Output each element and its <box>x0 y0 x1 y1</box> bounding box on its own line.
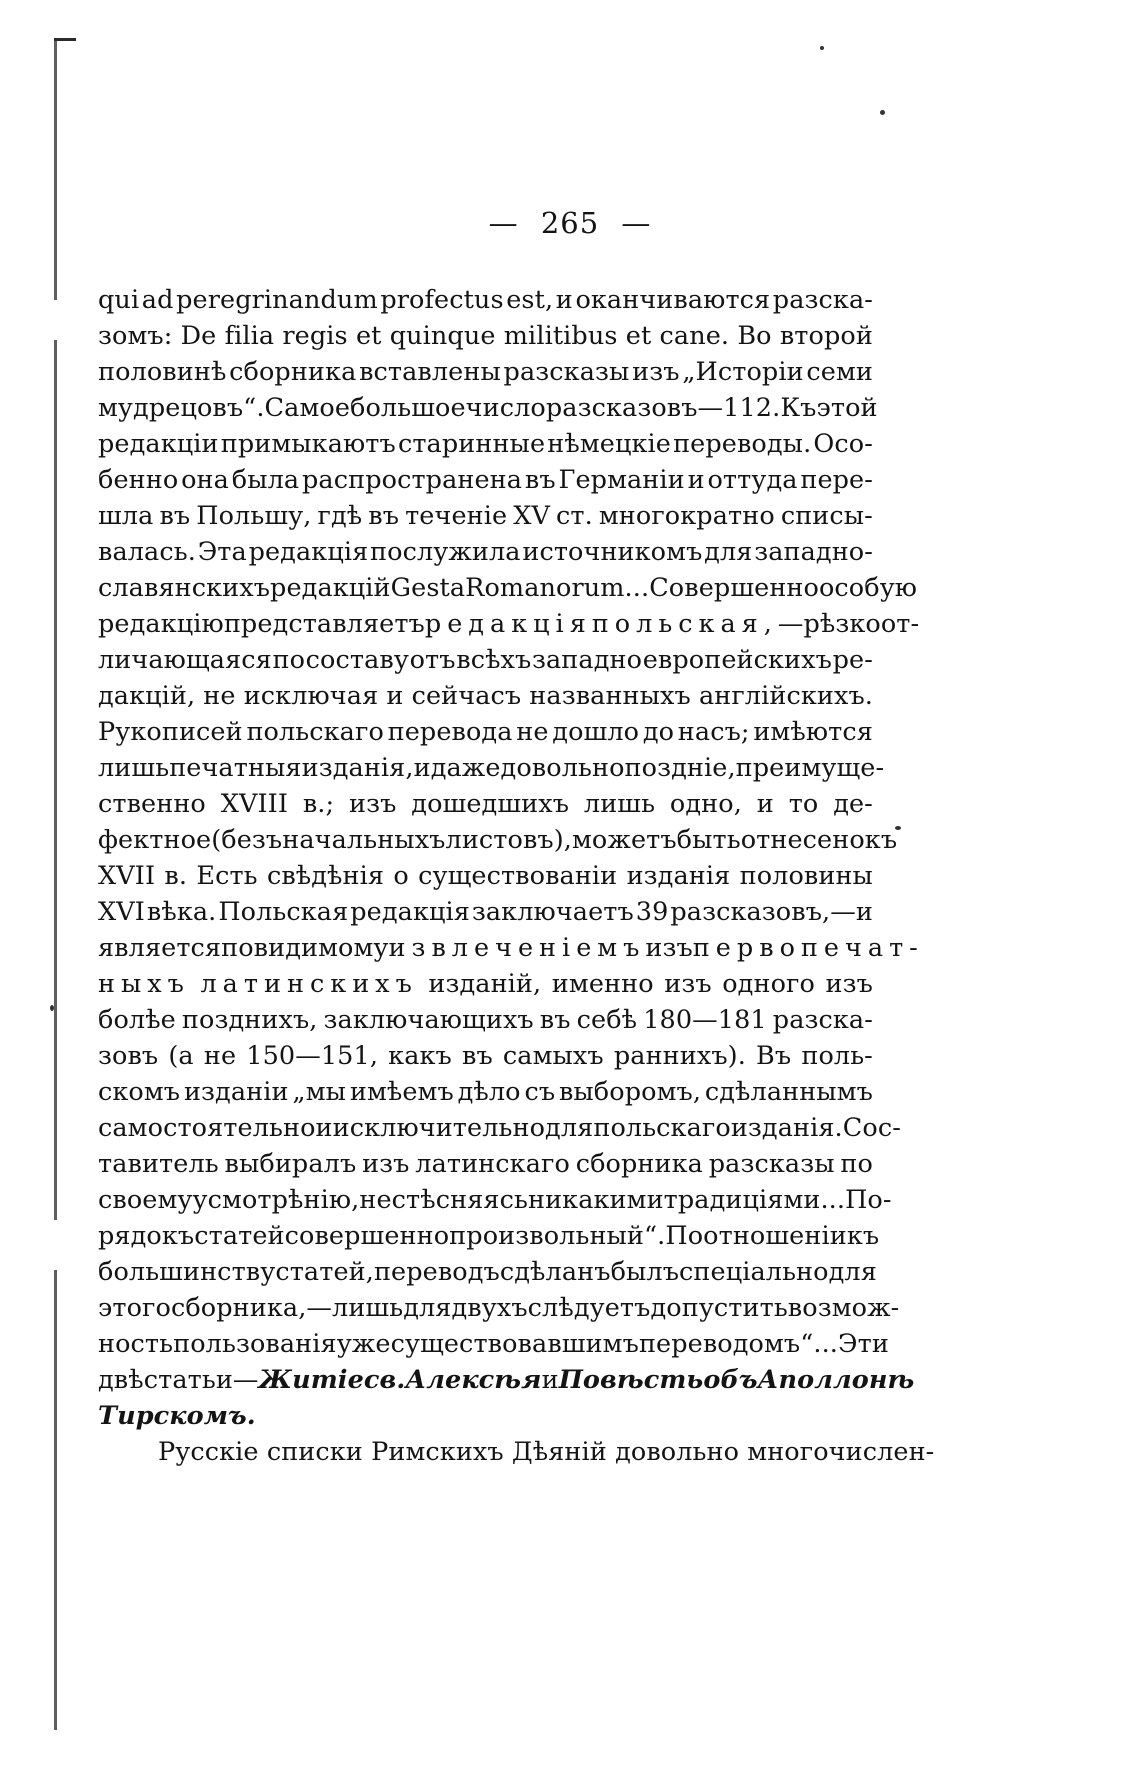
word: источникомъ <box>522 537 703 567</box>
speck <box>820 46 824 50</box>
word: статьи—Житіе <box>143 1365 364 1395</box>
word: этой <box>816 393 878 423</box>
paragraph-2-line-1 <box>98 1434 935 1470</box>
word: половинѣ <box>98 357 227 387</box>
word: редакція <box>424 609 592 639</box>
text-line <box>98 714 873 750</box>
word: позднихъ, <box>181 1005 318 1035</box>
word: qui <box>98 285 140 315</box>
word: не <box>203 681 236 711</box>
word: большое <box>350 393 466 423</box>
word: не <box>516 717 549 747</box>
word: est, <box>506 285 554 315</box>
word: пользованія <box>173 1329 337 1359</box>
word: славянскихъ <box>98 573 271 603</box>
word: зовъ <box>98 1041 159 1071</box>
text-line <box>98 498 873 534</box>
speck <box>880 110 885 115</box>
word: распространена <box>302 465 523 495</box>
word: половины <box>739 861 873 891</box>
word: изданія, <box>301 753 414 783</box>
word: изъ <box>349 789 397 819</box>
word: мудрецовъ“. <box>98 393 265 423</box>
speck <box>50 1005 54 1011</box>
word: отношенiи <box>703 1221 847 1251</box>
word: заключаетъ <box>471 897 634 927</box>
word: Польская <box>218 897 349 927</box>
word: себѣ <box>576 1005 638 1035</box>
text-line <box>98 570 918 606</box>
text-line <box>98 858 873 894</box>
word: отнесено <box>740 825 865 855</box>
text-line <box>98 606 920 642</box>
word: латинскаго <box>415 1149 570 1179</box>
word: Повѣсть <box>558 1365 704 1395</box>
word: къ <box>846 1221 880 1251</box>
word: и <box>756 789 774 819</box>
word: двухъ <box>451 1293 528 1323</box>
margin-rule <box>54 40 57 1730</box>
word: редакція <box>350 897 470 927</box>
text-line <box>98 1110 901 1146</box>
word: Эти <box>838 1329 889 1359</box>
text-line <box>98 1254 877 1290</box>
word: теченіе <box>405 501 508 531</box>
word: спеціально <box>679 1257 829 1287</box>
page-number-value: 265 <box>540 206 600 240</box>
word: польскаго <box>593 1113 731 1143</box>
word: оттуда <box>707 465 798 495</box>
word: является <box>98 933 222 963</box>
word: 180—181 <box>643 1005 767 1035</box>
text-line <box>98 642 873 678</box>
word: всѣхъ <box>456 645 532 675</box>
text-line <box>98 534 873 570</box>
word: печатныя <box>169 753 302 783</box>
word: для <box>403 1293 452 1323</box>
word: изъ <box>645 933 693 963</box>
word: скомъ <box>98 1077 181 1107</box>
word: XV <box>513 501 550 531</box>
word: et <box>625 321 652 351</box>
word: изъ <box>632 357 680 387</box>
word: традиціями... <box>663 1185 846 1215</box>
word: она <box>181 465 229 495</box>
word: послужила <box>370 537 521 567</box>
word: Gesta <box>390 573 466 603</box>
word: и <box>386 681 404 711</box>
word: исключая <box>243 681 379 711</box>
word: то <box>788 789 819 819</box>
word: преимуще- <box>735 753 885 783</box>
word: уже <box>336 1329 391 1359</box>
word: разска- <box>772 285 873 315</box>
word: число <box>465 393 546 423</box>
word: Рукописей <box>98 717 243 747</box>
word: XVII <box>98 861 156 891</box>
word: одного <box>722 969 815 999</box>
word: сборника,—лишь <box>170 1293 404 1323</box>
word: второй <box>779 321 873 351</box>
word: допустить <box>650 1293 788 1323</box>
text-line <box>98 1362 915 1398</box>
word: своему <box>98 1185 193 1215</box>
text-line <box>98 282 873 318</box>
text-line <box>98 462 873 498</box>
word: статей, <box>275 1257 374 1287</box>
word: Осо- <box>813 429 873 459</box>
word: дѣло <box>457 1077 521 1107</box>
word: раннихъ). <box>613 1041 746 1071</box>
word: самыхъ <box>502 1041 604 1071</box>
word: англійскихъ. <box>698 681 873 711</box>
word: названныхъ <box>529 681 691 711</box>
word: одно, <box>669 789 742 819</box>
text-line <box>98 1146 873 1182</box>
word: существовавшимъ <box>390 1329 639 1359</box>
word: лишь <box>583 789 656 819</box>
page-number-dash-right: — <box>621 206 652 240</box>
word: имѣемъ <box>349 1077 454 1107</box>
word: выбиралъ <box>224 1149 357 1179</box>
page-number <box>0 206 1140 240</box>
word: изданія. <box>730 1113 843 1143</box>
word: редакція <box>248 537 369 567</box>
word: слѣдуетъ <box>527 1293 651 1323</box>
word: въ <box>368 501 400 531</box>
word: въ <box>539 1005 571 1035</box>
text-line <box>98 1290 900 1326</box>
word: для <box>828 1257 877 1287</box>
word: (а <box>168 1041 194 1071</box>
word: въ <box>159 501 191 531</box>
word: от- <box>880 609 920 639</box>
word: бенно <box>98 465 179 495</box>
word: разска- <box>772 1005 873 1035</box>
word: дошло <box>552 717 640 747</box>
word: profectus <box>380 285 504 315</box>
word: представляетъ <box>223 609 425 639</box>
word: существованіи <box>418 861 618 891</box>
word: можетъ <box>572 825 677 855</box>
word: польскаго <box>246 717 384 747</box>
word: изданія <box>626 861 731 891</box>
margin-rule-top <box>54 38 76 41</box>
word: о <box>393 861 409 891</box>
word: сдѣланъ <box>499 1257 611 1287</box>
word: и <box>541 1365 559 1395</box>
word: Самое <box>264 393 351 423</box>
word: разсказовъ—112. <box>545 393 781 423</box>
text-line <box>98 426 873 462</box>
word: сдѣланнымъ <box>704 1077 873 1107</box>
word: переводъ <box>373 1257 500 1287</box>
word: не <box>203 1041 237 1071</box>
word: Къ <box>780 393 817 423</box>
text-line <box>98 1326 889 1362</box>
word: и <box>413 753 431 783</box>
word: усмотрѣнію, <box>192 1185 360 1215</box>
word: сейчасъ <box>411 681 522 711</box>
word: Есть <box>196 861 258 891</box>
word: militibus <box>503 321 618 351</box>
word: XVIII <box>220 789 289 819</box>
word: изъ <box>362 1149 410 1179</box>
word: Алексѣя <box>405 1365 542 1395</box>
word: въ <box>461 1041 493 1071</box>
word: изъ <box>825 969 873 999</box>
word: Romanorum... <box>465 573 650 603</box>
word: разсказовъ,—и <box>670 897 873 927</box>
word: ныхъ <box>98 969 190 999</box>
word: Во <box>737 321 772 351</box>
word: тавитель <box>98 1149 219 1179</box>
word: нѣмецкіе <box>547 429 671 459</box>
text-line <box>98 822 898 858</box>
paragraph-2-text: Русскіе списки Римскихъ Дѣяній довольно многочислен- <box>158 1437 935 1467</box>
word: начальныхъ <box>282 825 446 855</box>
word: повидимому <box>221 933 389 963</box>
word: cane. <box>659 321 730 351</box>
word: поль- <box>801 1041 873 1071</box>
word: переводы. <box>673 429 812 459</box>
word: свѣдѣнія <box>266 861 385 891</box>
word: рядокъ <box>98 1221 195 1251</box>
word: совершенно <box>284 1221 450 1251</box>
word: насъ; <box>677 717 750 747</box>
word: примыкаютъ <box>220 429 396 459</box>
word: и <box>555 285 573 315</box>
word: многократно <box>598 501 775 531</box>
word: 150—151, <box>246 1041 379 1071</box>
word: личающаяся <box>98 645 272 675</box>
word: западно <box>532 645 643 675</box>
word: стѣсняясь <box>391 1185 528 1215</box>
word: зомъ: <box>98 321 173 351</box>
word: съ <box>524 1077 556 1107</box>
word: поздніе, <box>624 753 736 783</box>
word: ре- <box>832 645 873 675</box>
word: къ <box>864 825 898 855</box>
word: редакцію <box>98 609 224 639</box>
word: былъ <box>610 1257 680 1287</box>
text-line <box>98 390 878 426</box>
word: де- <box>833 789 873 819</box>
word: ственно <box>98 789 206 819</box>
word: для <box>704 537 753 567</box>
paragraph-1 <box>98 282 924 1434</box>
word: европейскихъ <box>642 645 832 675</box>
text-line <box>98 1074 873 1110</box>
word: первопечат- <box>692 933 924 963</box>
word: вставлены <box>359 357 501 387</box>
word: ad <box>141 285 174 315</box>
page-number-dash-left: — <box>488 206 519 240</box>
word: возмож- <box>787 1293 900 1323</box>
text-line <box>98 1038 873 1074</box>
text-line <box>98 1002 873 1038</box>
word: даже <box>430 753 501 783</box>
word: вѣка. <box>146 897 217 927</box>
word: редакціи <box>98 429 219 459</box>
word: до <box>642 717 675 747</box>
text-line <box>98 1398 873 1434</box>
word: в. <box>164 861 188 891</box>
word: болѣе <box>98 1005 176 1035</box>
word: Германіи <box>558 465 685 495</box>
word: quinque <box>389 321 496 351</box>
word: изъ <box>664 969 712 999</box>
word: дакцій, <box>98 681 196 711</box>
text-line <box>98 1218 880 1254</box>
word: regis <box>282 321 348 351</box>
word: (безъ <box>211 825 283 855</box>
word: польская,—рѣзко <box>591 609 881 639</box>
word: XVI <box>98 897 145 927</box>
word: переводомъ“... <box>638 1329 839 1359</box>
word: этого <box>98 1293 171 1323</box>
word: Сос- <box>842 1113 901 1143</box>
word: и <box>687 465 705 495</box>
word: гдѣ <box>317 501 363 531</box>
word: заключающихъ <box>323 1005 534 1035</box>
text-line <box>98 966 873 1002</box>
word: шла <box>98 501 154 531</box>
word: peregrinandum <box>176 285 378 315</box>
text-line <box>98 354 873 390</box>
word: статей <box>194 1221 285 1251</box>
word: листовъ), <box>445 825 572 855</box>
word: Польшу, <box>196 501 312 531</box>
word: оканчиваются <box>575 285 771 315</box>
word: св. <box>363 1365 406 1395</box>
word: filia <box>224 321 275 351</box>
text-line <box>98 930 924 966</box>
word: не <box>359 1185 392 1215</box>
word: пере- <box>800 465 873 495</box>
word: имѣются <box>753 717 873 747</box>
word: дошедшихъ <box>411 789 570 819</box>
word: Въ <box>756 1041 792 1071</box>
word: въ <box>524 465 556 495</box>
word: разсказы <box>708 1149 835 1179</box>
word: произвольный“. <box>449 1221 666 1251</box>
text-line <box>98 786 873 822</box>
word: быть <box>676 825 741 855</box>
word: для <box>545 1113 594 1143</box>
text-line <box>98 678 873 714</box>
word: извлеченіемъ <box>388 933 646 963</box>
word: именно <box>551 969 654 999</box>
text-line <box>98 318 873 354</box>
word: большинству <box>98 1257 276 1287</box>
word: исключительно <box>332 1113 546 1143</box>
word: объ <box>703 1365 758 1395</box>
word: особую <box>818 573 918 603</box>
word: Совершенно <box>649 573 819 603</box>
word: двѣ <box>98 1365 144 1395</box>
word: валась. <box>98 537 196 567</box>
word: выборомъ, <box>558 1077 702 1107</box>
text-line <box>98 750 885 786</box>
word: et <box>355 321 382 351</box>
word: ность <box>98 1329 174 1359</box>
word: De <box>180 321 217 351</box>
word: изданій, <box>428 969 542 999</box>
word: Тирскомъ. <box>98 1401 256 1431</box>
word: Аполлонѣ <box>757 1365 915 1395</box>
word: была <box>231 465 300 495</box>
word: какъ <box>388 1041 452 1071</box>
word: латинскихъ <box>200 969 418 999</box>
text-block <box>98 282 935 1470</box>
text-line <box>98 1182 892 1218</box>
word: по <box>272 645 306 675</box>
word: в.; <box>302 789 335 819</box>
word: самостоятельно <box>98 1113 316 1143</box>
word: редакцій <box>270 573 391 603</box>
word: западно- <box>754 537 873 567</box>
word: Эта <box>197 537 247 567</box>
word: списы- <box>780 501 873 531</box>
text-line <box>98 894 873 930</box>
word: старинные <box>397 429 546 459</box>
word: фектное <box>98 825 212 855</box>
word: по <box>840 1149 873 1179</box>
word: семи <box>806 357 873 387</box>
word: и <box>315 1113 333 1143</box>
word: изданіи <box>183 1077 289 1107</box>
word: сборника <box>575 1149 703 1179</box>
word: ст. <box>556 501 593 531</box>
word: По- <box>845 1185 892 1215</box>
word: 39 <box>635 897 669 927</box>
word: разсказы <box>503 357 630 387</box>
word: составу <box>305 645 409 675</box>
word: перевода <box>387 717 513 747</box>
word: никакими <box>527 1185 664 1215</box>
word: лишь <box>98 753 170 783</box>
word: „Исторіи <box>682 357 804 387</box>
word: По <box>665 1221 704 1251</box>
word: довольно <box>500 753 625 783</box>
word: „мы <box>292 1077 347 1107</box>
word: сборника <box>229 357 357 387</box>
word: отъ <box>409 645 456 675</box>
